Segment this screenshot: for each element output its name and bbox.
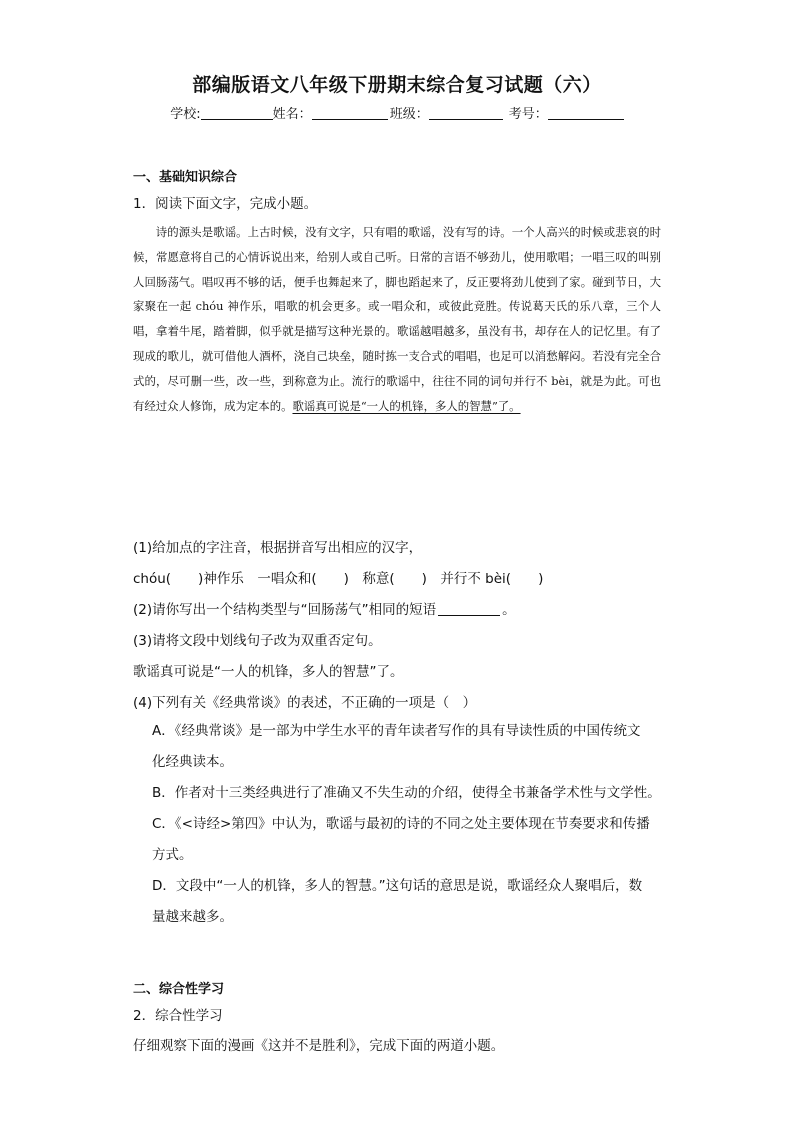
class-label: 班级： bbox=[389, 107, 429, 122]
section2-heading: 二、综合性学习 bbox=[133, 982, 225, 997]
section1-heading: 一、基础知识综合 bbox=[133, 170, 238, 185]
subquestion-3-sentence: 歌谣真可说是“一人的机锋，多人的智慧”了。 bbox=[133, 664, 404, 680]
option-c[interactable] bbox=[152, 809, 662, 871]
id-label: 考号： bbox=[508, 107, 548, 122]
passage-underlined-sentence: 歌谣真可说是“一人的机锋，多人的智慧”了。 bbox=[292, 398, 521, 413]
subquestion-1: (1)给加点的字注音，根据拼音写出相应的汉字， bbox=[133, 540, 423, 556]
id-blank[interactable] bbox=[548, 106, 624, 120]
student-info-line bbox=[0, 103, 794, 122]
option-d[interactable] bbox=[152, 871, 662, 933]
option-b[interactable] bbox=[152, 778, 662, 809]
subquestion-2-text: (2)请你写出一个结构类型与“回肠荡气”相同的短语 bbox=[133, 602, 437, 618]
school-blank[interactable] bbox=[201, 106, 273, 120]
name-blank[interactable] bbox=[312, 106, 388, 120]
option-d-line1: D．文段中“一人的机锋，多人的智慧。”这句话的意思是说，歌谣经众人聚唱后，数 bbox=[152, 878, 643, 894]
passage-main: 诗的源头是歌谣。上古时候，没有文字，只有唱的歌谣，没有写的诗。一个人高兴的时候或悲哀的时候，常愿意将自己的心情诉说出来，给别人或自己听。日常的言语不够劲儿，使用歌唱；一唱三叹的叫别人回肠荡气。唱叹再不够的话，便手也舞起来了，脚也蹈起来了，反正要将劲儿使到了家。碰到节日，大家聚在一起 chóu 神作乐，唱歌的机会更多。或一唱众和，或彼此竞胜。传说葛天氏的乐八章，三个人唱，拿着牛尾，踏着脚，似乎就是描写这种光景的。歌谣越唱越多，虽没有书，却存在人的记忆里。有了现成的歌儿，就可借他人酒杯，浇自己块垒，随时拣一支合式的唱唱，也足可以消愁解闷。若没有完全合式的，尽可删一些，改一些，到称意为止。流行的歌谣中，往往不同的词句并行不 bèi，就是为此。可也有经过众人修饰，成为定本的。 bbox=[133, 225, 661, 413]
class-blank[interactable] bbox=[429, 106, 503, 120]
question2-instruction: 仔细观察下面的漫画《这并不是胜利》，完成下面的两道小题。 bbox=[133, 1038, 505, 1054]
option-a-line1: A．《经典常谈》是一部为中学生水平的青年读者写作的具有导读性质的中国传统文 bbox=[152, 723, 641, 739]
page-title: 部编版语文八年级下册期末综合复习试题（六） bbox=[192, 74, 602, 96]
subquestion-2-end: 。 bbox=[502, 602, 516, 618]
question2-title: 2．综合性学习 bbox=[133, 1008, 223, 1024]
subquestion-2 bbox=[133, 598, 516, 618]
subquestion-4: (4)下列有关《经典常谈》的表述，不正确的一项是（ ） bbox=[133, 695, 477, 711]
option-c-line2: 方式。 bbox=[152, 847, 193, 863]
reading-passage bbox=[133, 220, 661, 418]
question1-title: 1．阅读下面文字，完成小题。 bbox=[133, 196, 318, 212]
name-label: 姓名： bbox=[272, 107, 312, 122]
option-a[interactable] bbox=[152, 716, 662, 778]
subquestion-1-items: chóu( )神作乐 一唱众和( ) 称意( ) 并行不 bèi( ) bbox=[133, 571, 544, 587]
option-a-line2: 化经典读本。 bbox=[152, 754, 233, 770]
option-d-line2: 量越来越多。 bbox=[152, 909, 233, 925]
option-c-line1: C．《<诗经>第四》中认为，歌谣与最初的诗的不同之处主要体现在节奏要求和传播 bbox=[152, 816, 650, 832]
answer-blank[interactable] bbox=[438, 603, 500, 616]
school-label: 学校: bbox=[170, 107, 201, 122]
subquestion-3: (3)请将文段中划线句子改为双重否定句。 bbox=[133, 633, 382, 649]
option-b-line1: B．作者对十三类经典进行了准确又不失生动的介绍，使得全书兼备学术性与文学性。 bbox=[152, 785, 661, 801]
